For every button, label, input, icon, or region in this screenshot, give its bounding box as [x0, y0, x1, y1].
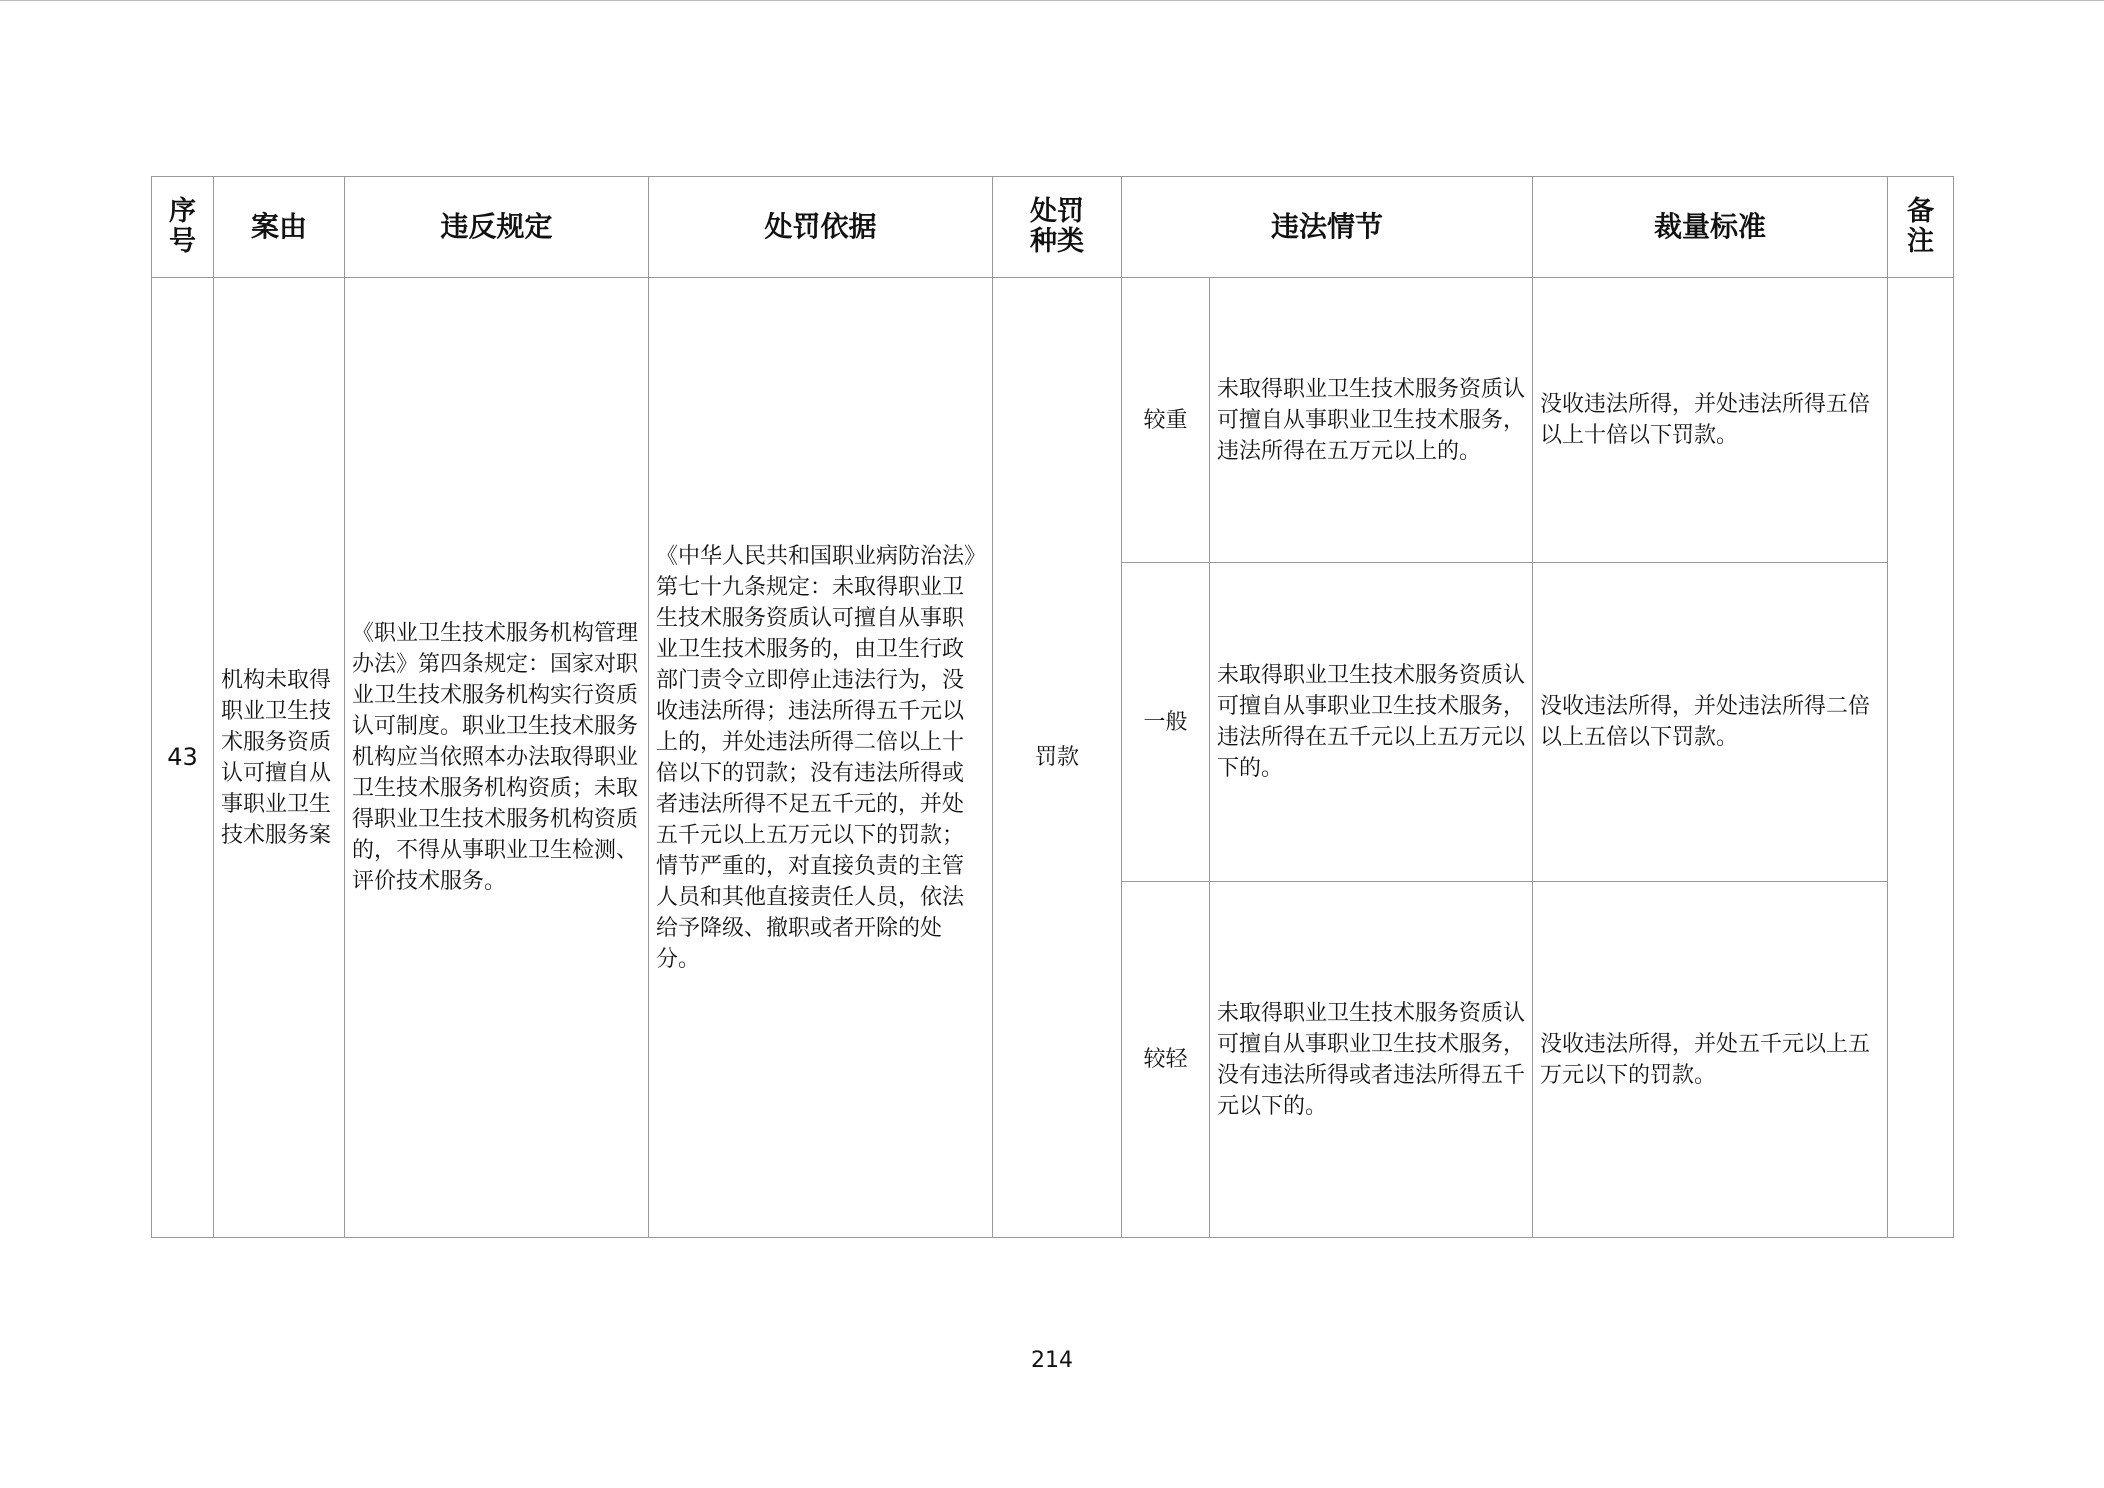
header-remark: 备注: [1888, 177, 1954, 278]
header-violation: 违反规定: [345, 177, 649, 278]
header-seq: 序号: [152, 177, 214, 278]
table-row: [152, 278, 1954, 563]
header-cause: 案由: [214, 177, 345, 278]
standard-cell: 没收违法所得，并处五千元以上五万元以下的罚款。: [1533, 882, 1888, 1238]
page-number: 214: [1031, 1348, 1073, 1373]
header-standard: 裁量标准: [1533, 177, 1888, 278]
penalty-discretion-table: [151, 176, 1954, 1238]
cause-cell: 机构未取得职业卫生技术服务资质认可擅自从事职业卫生技术服务案: [214, 278, 345, 1238]
level-cell: 一般: [1122, 563, 1210, 882]
violation-cell: 《职业卫生技术服务机构管理办法》第四条规定：国家对职业卫生技术服务机构实行资质认可制度。职业卫生技术服务机构应当依照本办法取得职业卫生技术服务机构资质；未取得职业卫生技术服务机构资质的，不得从事职业卫生检测、评价技术服务。: [345, 278, 649, 1238]
seq-cell: 43: [152, 278, 214, 1238]
basis-cell: 《中华人民共和国职业病防治法》第七十九条规定：未取得职业卫生技术服务资质认可擅自从事职业卫生技术服务的，由卫生行政部门责令立即停止违法行为，没收违法所得；违法所得五千元以上的，并处违法所得二倍以上十倍以下的罚款；没有违法所得或者违法所得不足五千元的，并处五千元以上五万元以下的罚款；情节严重的，对直接负责的主管人员和其他直接责任人员，依法给予降级、撤职或者开除的处分。: [649, 278, 993, 1238]
level-cell: 较重: [1122, 278, 1210, 563]
circumstance-cell: 未取得职业卫生技术服务资质认可擅自从事职业卫生技术服务，违法所得在五千元以上五万元以下的。: [1210, 563, 1533, 882]
level-cell: 较轻: [1122, 882, 1210, 1238]
header-basis: 处罚依据: [649, 177, 993, 278]
header-penalty-type: 处罚种类: [993, 177, 1122, 278]
penalty-type-cell: 罚款: [993, 278, 1122, 1238]
header-row: [152, 177, 1954, 278]
header-circumstance: 违法情节: [1122, 177, 1533, 278]
page-top-rule: [0, 0, 2104, 1]
remark-cell: [1888, 278, 1954, 1238]
circumstance-cell: 未取得职业卫生技术服务资质认可擅自从事职业卫生技术服务，违法所得在五万元以上的。: [1210, 278, 1533, 563]
standard-cell: 没收违法所得，并处违法所得五倍以上十倍以下罚款。: [1533, 278, 1888, 563]
circumstance-cell: 未取得职业卫生技术服务资质认可擅自从事职业卫生技术服务，没有违法所得或者违法所得五千元以下的。: [1210, 882, 1533, 1238]
standard-cell: 没收违法所得，并处违法所得二倍以上五倍以下罚款。: [1533, 563, 1888, 882]
